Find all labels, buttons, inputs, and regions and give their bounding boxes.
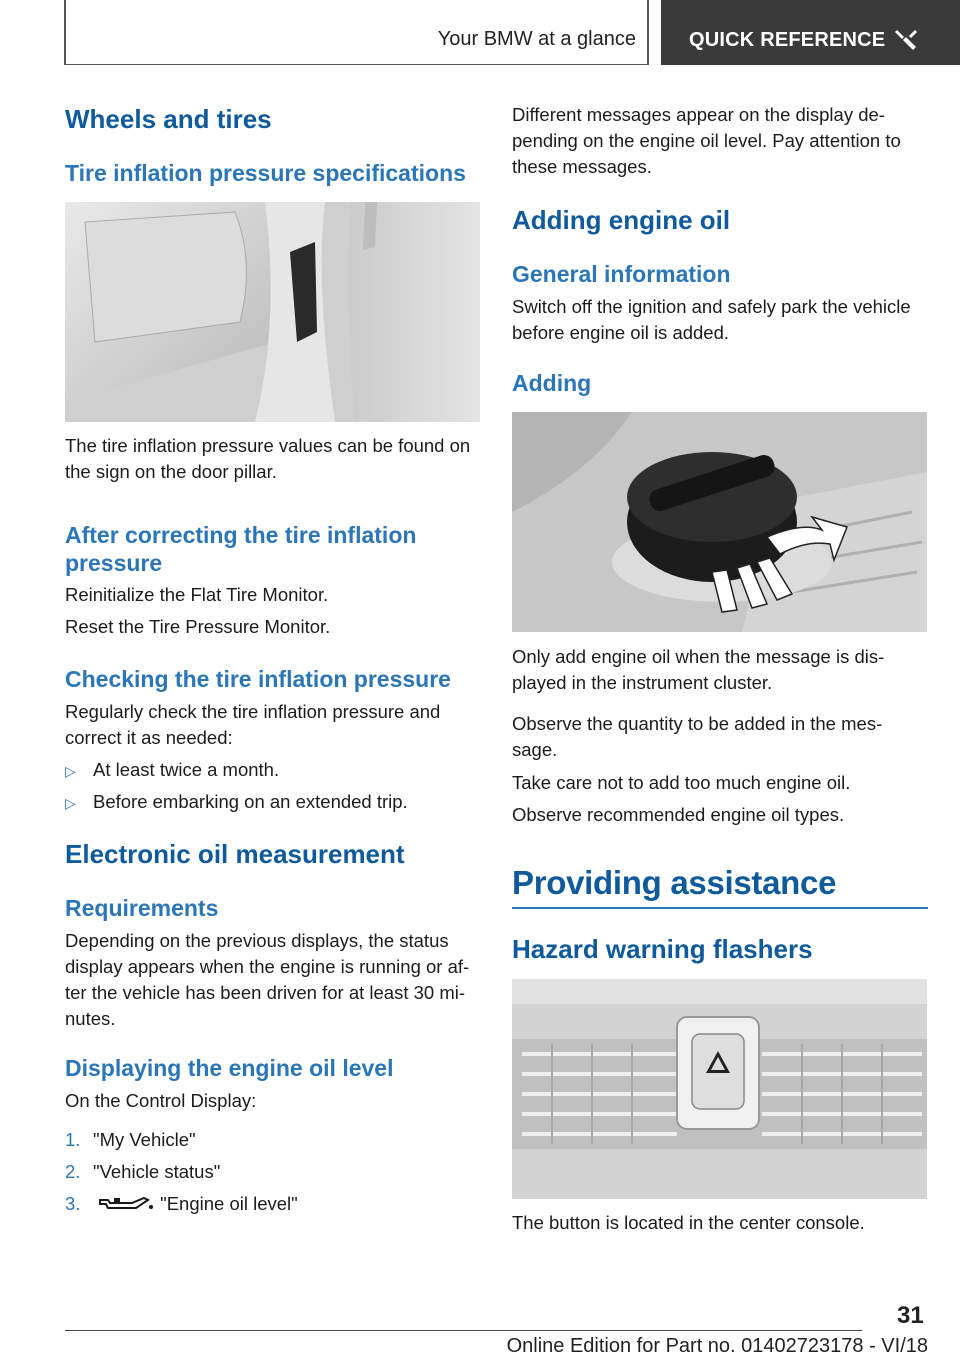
heading-adding-engine-oil: Adding engine oil — [512, 205, 731, 235]
footer-divider — [65, 1330, 862, 1331]
header-border-left — [64, 0, 66, 65]
paragraph-control-display: On the Control Display: — [65, 1090, 257, 1111]
wrench-icon — [893, 28, 919, 52]
header-border-right — [647, 0, 649, 65]
list-item — [65, 1159, 220, 1185]
paragraph-regularly-check: Regularly check the tire inflation pressure and correct it as needed: — [65, 701, 441, 748]
paragraph-reset: Reset the Tire Pressure Monitor. — [65, 616, 331, 637]
heading-wheels-and-tires: Wheels and tires — [65, 104, 272, 134]
paragraph-switch-off: Switch off the ignition and safely park the vehicle before engine oil is added. — [512, 296, 911, 343]
heading-checking-pressure: Checking the tire inflation pressure — [65, 666, 451, 692]
paragraph-different-messages: Different messages appear on the display de- pending on the engine oil level. Pay attention to these messages. — [512, 104, 901, 177]
list-item-text: At least twice a month. — [93, 759, 280, 780]
quick-reference-tab[interactable] — [661, 0, 960, 65]
step-text: "My Vehicle" — [93, 1129, 196, 1150]
heading-electronic-oil: Electronic oil measurement — [65, 839, 405, 869]
tab-label: QUICK REFERENCE — [689, 29, 886, 51]
step-number: 3. — [65, 1193, 81, 1214]
heading-requirements: Requirements — [65, 895, 219, 921]
header-divider — [65, 64, 649, 65]
oil-cap-illustration — [512, 412, 927, 632]
heading-after-correcting: After correcting the tire inflation pressure — [65, 522, 417, 576]
paragraph-button-located: The button is located in the center console. — [512, 1212, 865, 1233]
heading-hazard-flashers: Hazard warning flashers — [512, 934, 813, 964]
triangle-bullet-icon: ▷ — [65, 795, 76, 811]
step-text: "Engine oil level" — [160, 1193, 298, 1214]
oil-cap-photo — [512, 412, 927, 632]
paragraph-only-add: Only add engine oil when the message is dis- played in the instrument cluster. — [512, 646, 885, 693]
section-title: Your BMW at a glance — [437, 28, 636, 50]
paragraph-observe-quantity: Observe the quantity to be added in the mes- sage. — [512, 713, 883, 760]
paragraph-take-care: Take care not to add too much engine oil. — [512, 772, 851, 793]
heading-tire-inflation-specs: Tire inflation pressure specifications — [65, 160, 466, 186]
edition-footer: Online Edition for Part no. 01402723178 - VI/18 — [506, 1335, 928, 1357]
heading-adding: Adding — [512, 370, 592, 396]
list-item-text: Before embarking on an extended trip. — [93, 791, 408, 812]
step-text: "Vehicle status" — [93, 1161, 221, 1182]
list-item — [65, 757, 279, 784]
paragraph-observe-types: Observe recommended engine oil types. — [512, 804, 845, 825]
list-item — [65, 789, 408, 816]
paragraph-values-found: The tire inflation pressure values can be found on the sign on the door pillar. — [65, 435, 471, 482]
section-rule — [512, 907, 928, 909]
oil-can-icon — [98, 1194, 154, 1212]
list-item — [65, 1127, 196, 1153]
heading-general-information: General information — [512, 261, 731, 287]
triangle-bullet-icon: ▷ — [65, 763, 76, 779]
door-pillar-photo — [65, 202, 480, 422]
heading-displaying-oil-level: Displaying the engine oil level — [65, 1055, 394, 1081]
heading-providing-assistance: Providing assistance — [512, 864, 837, 901]
step-number: 1. — [65, 1129, 81, 1150]
step-number: 2. — [65, 1161, 81, 1182]
list-item — [65, 1191, 298, 1217]
door-pillar-illustration — [65, 202, 480, 422]
paragraph-depending: Depending on the previous displays, the status display appears when the engine is running or af- ter the vehicle has been driven for at least 30 mi- nutes. — [65, 930, 470, 1029]
hazard-button-photo — [512, 979, 927, 1199]
page-number: 31 — [897, 1302, 924, 1329]
paragraph-reinitialize: Reinitialize the Flat Tire Monitor. — [65, 584, 329, 605]
hazard-button-illustration — [512, 979, 927, 1199]
